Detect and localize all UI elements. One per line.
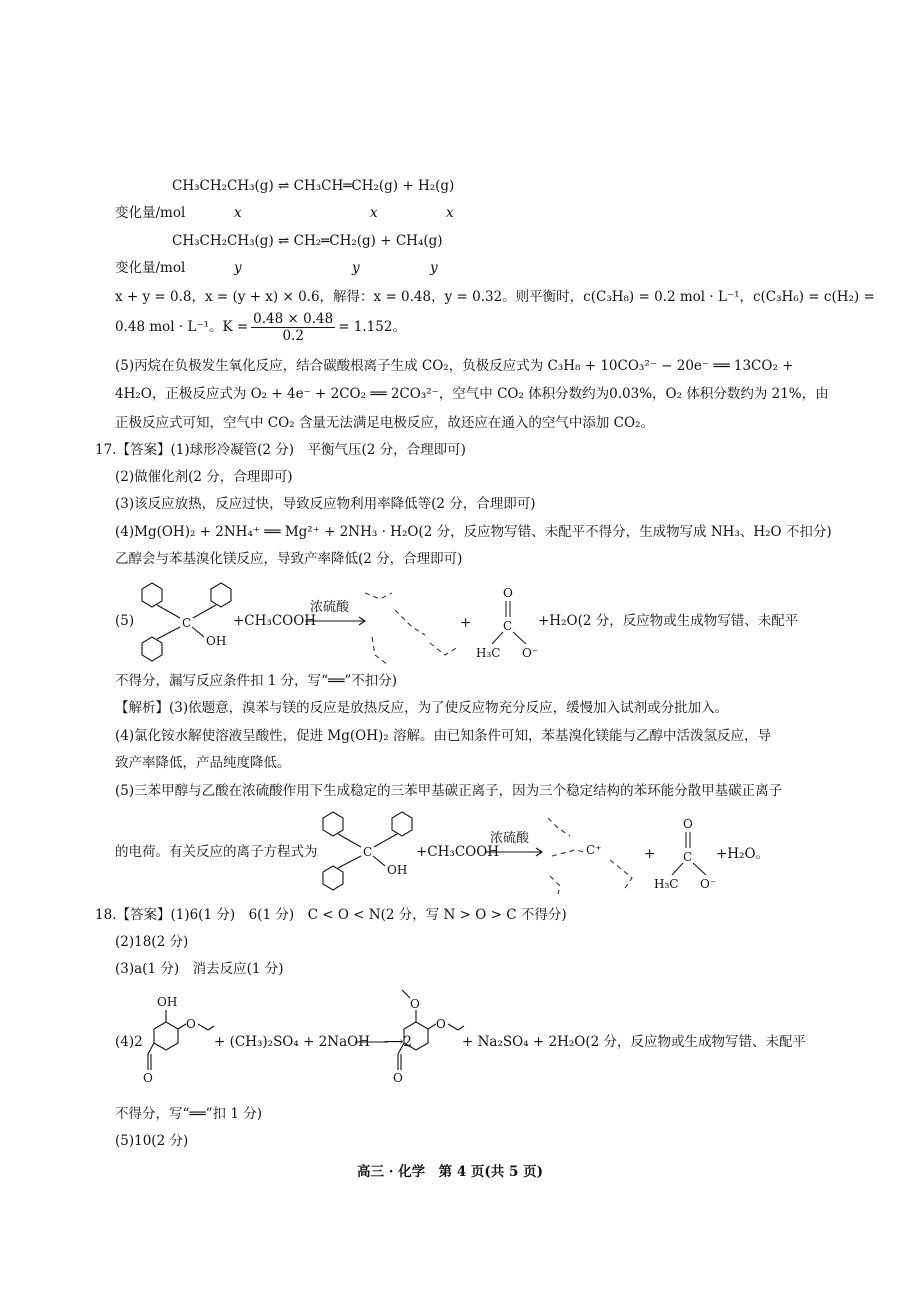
k-fraction bbox=[251, 311, 335, 344]
q17-answer-5: 乙醇会与苯基溴化镁反应，导致产率降低(2 分，合理即可) bbox=[115, 551, 463, 567]
q18-answer-2: (2)18(2 分) bbox=[115, 934, 189, 950]
q18-answer-4: 不得分，写“══”扣 1 分) bbox=[115, 1106, 262, 1122]
reaction-number: (5) bbox=[115, 613, 135, 629]
row-value: y bbox=[352, 260, 360, 276]
calc-text: = 1.152。 bbox=[338, 319, 406, 335]
aldehyde-oxygen-label: O bbox=[143, 1071, 153, 1085]
q17-answer-3: (3)该反应放热，反应过快，导致反应物利用率降低等(2 分，合理即可) bbox=[115, 496, 536, 512]
carbocation-structure bbox=[365, 593, 458, 665]
plus-sign: + bbox=[644, 846, 656, 862]
fraction-numerator: 0.48 × 0.48 bbox=[253, 311, 334, 327]
q17-answer-2: (2)做催化剂(2 分，合理即可) bbox=[115, 469, 293, 485]
carbocation-label: C⁺ bbox=[586, 843, 602, 857]
part5-line-3: 正极反应式可知，空气中 CO₂ 含量无法满足电极反应，故还应在通入的空气中添加 CO₂。 bbox=[115, 415, 654, 431]
row-value: x bbox=[370, 205, 378, 221]
carbon-label: C bbox=[182, 616, 192, 630]
reaction-number: (4)2 bbox=[115, 1034, 143, 1050]
aldehyde-oxygen-label: O bbox=[393, 1071, 403, 1085]
acetic-acid-reagent: +CH₃COOH bbox=[416, 844, 500, 860]
analysis-text: 的电荷。有关反应的离子方程式为 bbox=[115, 844, 318, 860]
page-footer: 高三 · 化学 第 4 页(共 5 页) bbox=[357, 1164, 543, 1180]
calc-line-1: x + y = 0.8，x = (y + x) × 0.6，解得：x = 0.48，y = 0.32。则平衡时，c(C₃H₈) = 0.2 mol · L⁻¹，c(C₃H₆) = c(H₂) = bbox=[115, 289, 875, 305]
acetic-acid-reagent: +CH₃COOH bbox=[233, 613, 317, 629]
part5-line-2: 4H₂O，正极反应式为 O₂ + 4e⁻ + 2CO₂ ══ 2CO₃²⁻，空气中 CO₂ 体积分数约为0.03%，O₂ 体积分数约为 21%，由 bbox=[115, 386, 829, 402]
reaction-scheme-3 bbox=[0, 984, 900, 1099]
carbon-label: C bbox=[503, 619, 513, 633]
methoxy-oxygen-label: O bbox=[186, 1017, 196, 1031]
hydroxyl-label: OH bbox=[157, 995, 178, 1009]
q17-answer-1: 17.【答案】(1)球形冷凝管(2 分) 平衡气压(2 分，合理即可) bbox=[95, 442, 466, 458]
oxygen-label: O bbox=[683, 817, 693, 831]
reaction-tail-note: +H₂O。 bbox=[716, 846, 770, 862]
analysis-3: 致产率降低，产品纯度降低。 bbox=[115, 755, 291, 771]
row-value: x bbox=[446, 205, 454, 221]
row-value: y bbox=[234, 260, 242, 276]
reaction-tail-note: +H₂O(2 分，反应物或生成物写错、未配平 bbox=[538, 613, 799, 629]
vanillin-structure bbox=[148, 1010, 214, 1070]
analysis-4: (5)三苯甲醇与乙酸在浓硫酸作用下生成稳定的三苯甲基碳正离子，因为三个稳定结构的苯环能分散甲基碳正离子 bbox=[115, 783, 783, 799]
reaction-scheme-1 bbox=[0, 575, 900, 675]
analysis-2: (4)氯化铵水解使溶液呈酸性，促进 Mg(OH)₂ 溶解。由已知条件可知，苯基溴化镁能与乙醇中活泼氢反应，导 bbox=[115, 728, 771, 744]
carbon-label: C bbox=[363, 845, 373, 859]
row-value: y bbox=[430, 260, 438, 276]
methoxy-oxygen-label: O bbox=[436, 1017, 446, 1031]
change-row-2 bbox=[0, 258, 900, 278]
calc-text: 0.48 mol · L⁻¹。K = bbox=[115, 319, 249, 335]
analysis-1: 【解析】(3)依题意，溴苯与镁的反应是放热反应，为了使反应物充分反应，缓慢加入试剂或分批加入。 bbox=[115, 700, 729, 716]
row-value: x bbox=[234, 205, 242, 221]
plus-sign: + bbox=[460, 615, 472, 631]
change-row-1 bbox=[0, 203, 900, 223]
row-label: 变化量/mol bbox=[115, 205, 186, 221]
q17-answer-4: (4)Mg(OH)₂ + 2NH₄⁺ ══ Mg²⁺ + 2NH₃ · H₂O(2 分，反应物写错、未配平不得分，生成物写成 NH₃、H₂O 不扣分) bbox=[115, 524, 832, 540]
methoxy-oxygen-label: O bbox=[410, 997, 420, 1011]
product-coefficient: ⟶2 bbox=[384, 1034, 412, 1050]
hydroxyl-label: OH bbox=[387, 863, 408, 877]
oxide-anion-label: O⁻ bbox=[700, 877, 717, 891]
equilibrium-equation-2: CH₃CH₂CH₃(g) ⇌ CH₂═CH₂(g) + CH₄(g) bbox=[172, 233, 443, 249]
q18-answer-1: 18.【答案】(1)6(1 分) 6(1 分) C < O < N(2 分，写 N > O > C 不得分) bbox=[95, 907, 567, 923]
carbon-label: C bbox=[683, 850, 693, 864]
row-label: 变化量/mol bbox=[115, 260, 186, 276]
reaction-tail-note: + Na₂SO₄ + 2H₂O(2 分，反应物或生成物写错、未配平 bbox=[462, 1034, 806, 1050]
reaction-scheme-2 bbox=[0, 806, 900, 900]
oxide-anion-label: O⁻ bbox=[522, 646, 539, 660]
reaction-condition: 浓硫酸 bbox=[490, 831, 530, 846]
fraction-denominator: 0.2 bbox=[282, 328, 304, 344]
calc-line-2 bbox=[115, 310, 406, 344]
q18-answer-3: (3)a(1 分) 消去反应(1 分) bbox=[115, 961, 284, 977]
methyl-label: H₃C bbox=[476, 646, 501, 660]
q17-answer-6: 不得分，漏写反应条件扣 1 分，写“══”不扣分) bbox=[115, 673, 397, 689]
part5-line-1: (5)丙烷在负极发生氧化反应，结合碳酸根离子生成 CO₂，负极反应式为 C₃H₈ + 10CO₃²⁻ − 20e⁻ ══ 13CO₂ + bbox=[115, 358, 794, 374]
methyl-label: H₃C bbox=[654, 877, 679, 891]
q18-answer-5: (5)10(2 分) bbox=[115, 1133, 189, 1149]
hydroxyl-label: OH bbox=[206, 634, 227, 648]
dimethoxybenzaldehyde-structure bbox=[398, 990, 464, 1070]
oxygen-label: O bbox=[503, 586, 513, 600]
methylation-reagents: + (CH₃)₂SO₄ + 2NaOH bbox=[214, 1034, 370, 1050]
equilibrium-equation-1: CH₃CH₂CH₃(g) ⇌ CH₃CH═CH₂(g) + H₂(g) bbox=[172, 178, 455, 194]
reaction-condition: 浓硫酸 bbox=[310, 600, 350, 615]
